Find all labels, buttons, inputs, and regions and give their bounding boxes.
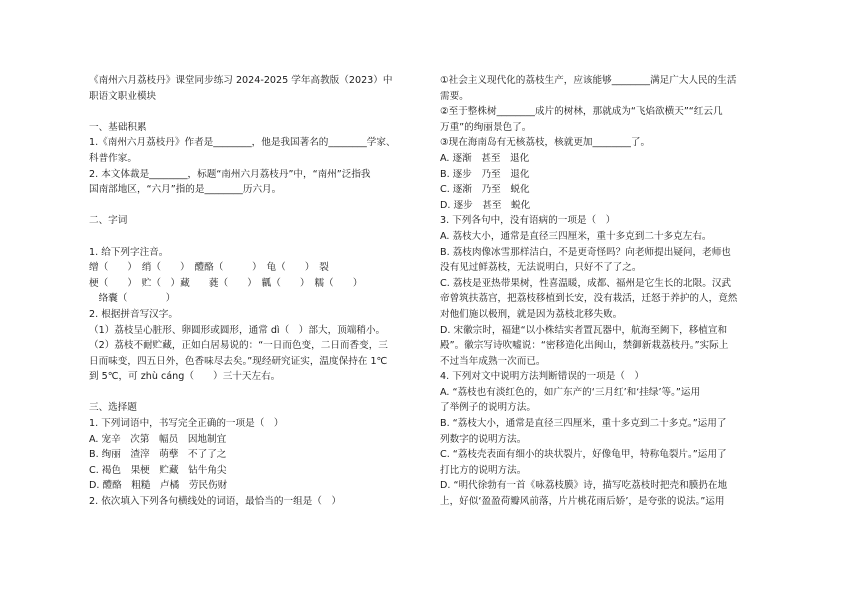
right-line: D. 逐步 甚至 蜕化 bbox=[440, 199, 531, 211]
right-line: 了举例子的说明方法。 bbox=[440, 402, 536, 414]
left-line: 《南州六月荔枝丹》课堂同步练习 2024-2025 学年高教版（2023）中 bbox=[89, 75, 393, 86]
right-line: A. 荔枝大小，通常是直径三四厘米，重十多克到二十多克左右。 bbox=[440, 230, 712, 242]
left-line: 1.《南州六月荔枝丹》作者是________，他是我国著名的________学家、 bbox=[89, 137, 396, 149]
left-line: A. 宠辛 次第 幅员 因地制宜 bbox=[89, 433, 227, 445]
right-line: 不过当年成熟一次而已。 bbox=[440, 355, 546, 367]
right-line: 3. 下列各句中，没有语病的一项是（ ） bbox=[440, 215, 616, 227]
right-line: ③现在海南岛有无核荔枝，核就更加________了。 bbox=[440, 137, 651, 149]
left-line: 一、基础积累 bbox=[89, 121, 147, 133]
left-line: C. 褐色 果梗 贮藏 钻牛角尖 bbox=[89, 464, 227, 476]
left-line: 2. 根据拼音写汉字。 bbox=[89, 308, 178, 320]
left-line: 日而味变，四五日外，色香味尽去矣。”现经研究证实，温度保持在 1℃ bbox=[89, 355, 388, 367]
right-line: D. “明代徐勃有一首《咏荔枝膜》诗，描写吃荔枝时把壳和膜扔在地 bbox=[440, 480, 728, 492]
left-line: B. 绚丽 渣滓 萌孽 不了了之 bbox=[89, 449, 227, 461]
right-line: 上，好似‘盈盈荷瓣风前落，片片桃花雨后娇’，是夸张的说法。”运用 bbox=[440, 496, 725, 508]
right-line: 帝曾筑扶荔宫，把荔枝移植到长安，没有栽活，迁怒于养护的人，竟然 bbox=[440, 293, 738, 305]
left-line: 络囊（ ） bbox=[89, 293, 176, 305]
right-line: 4. 下列对文中说明方法判断错误的一项是（ ） bbox=[440, 371, 645, 383]
right-line: B. “荔枝大小，通常是直径三四厘米，重十多克到二十多克。”运用了 bbox=[440, 418, 727, 430]
left-line: （1）荔枝呈心脏形、卵圆形或圆形，通常 dì（ ）部大，顶端稍小。 bbox=[89, 324, 386, 336]
right-line: 列数字的说明方法。 bbox=[440, 433, 527, 445]
right-line: 殿”。徽宗写诗吹嘘说：“密移造化出闽山，禁御新栽荔枝丹。”实际上 bbox=[440, 340, 729, 352]
left-line: 二、字词 bbox=[89, 215, 128, 227]
right-line: ①社会主义现代化的荔枝生产，应该能够________满足广大人民的生活 bbox=[440, 75, 737, 86]
right-line: C. 逐渐 乃至 蜕化 bbox=[440, 184, 530, 196]
left-line bbox=[89, 385, 424, 401]
right-line: A. 逐渐 甚至 退化 bbox=[440, 152, 530, 164]
left-line: 科普作家。 bbox=[89, 152, 137, 164]
left-column bbox=[89, 73, 424, 510]
right-column bbox=[440, 73, 772, 510]
left-line: 2. 本文体裁是________，标题“南州六月荔枝丹”中，“南州”泛指我 bbox=[89, 168, 371, 180]
right-line: 需要。 bbox=[440, 90, 469, 102]
left-line: 职语文职业模块 bbox=[89, 90, 157, 102]
left-line: 梗（ ） 贮（ ）藏 蕤（ ） 瓤（ ） 糯（ ） bbox=[89, 277, 363, 289]
right-line: 万重”的绚丽景色了。 bbox=[440, 121, 532, 133]
left-line: 1. 给下列字注音。 bbox=[89, 246, 169, 258]
left-line: （2）荔枝不耐贮藏，正如白居易说的：“一日而色变，二日而香变，三 bbox=[89, 340, 388, 352]
right-line: A. “荔枝也有淡红色的，如广东产的‘三月红’和‘挂绿’等。”运用 bbox=[440, 386, 701, 398]
left-line: 国南部地区，“六月”指的是________历六月。 bbox=[89, 184, 282, 196]
right-line: 没有见过鲜荔枝，无法说明白，只好不了了之。 bbox=[440, 262, 642, 274]
right-line: 对他们施以极刑，就是因为荔枝北移失败。 bbox=[440, 308, 623, 320]
left-line: D. 醴酪 粗糙 卢橘 劳民伤财 bbox=[89, 480, 228, 492]
left-line: 到 5℃，可 zhù cáng（ ）三十天左右。 bbox=[89, 371, 281, 383]
right-line: C. “荔枝壳表面有细小的块状裂片，好像龟甲，特称龟裂片。”运用了 bbox=[440, 449, 727, 461]
left-line: 三、选择题 bbox=[89, 402, 137, 414]
left-line: 缯（ ） 绡（ ） 醴酪（ ） 龟（ ） 裂 bbox=[89, 262, 329, 274]
right-line: C. 荔枝是亚热带果树，性喜温暖，成都、福州是它生长的北限。汉武 bbox=[440, 277, 732, 289]
left-line bbox=[89, 229, 424, 245]
left-line: 2. 依次填入下列各句横线处的词语，最恰当的一组是（ ） bbox=[89, 496, 342, 508]
left-line: 1. 下列词语中，书写完全正确的一项是（ ） bbox=[89, 418, 284, 430]
left-line bbox=[89, 104, 424, 120]
right-line: D. 宋徽宗时，福建“以小株结实者置瓦器中，航海至阙下，移植宣和 bbox=[440, 324, 728, 336]
right-line: B. 荔枝肉像冰雪那样洁白，不是更奇怪吗？向老师提出疑问，老师也 bbox=[440, 246, 731, 258]
right-line: 打比方的说明方法。 bbox=[440, 464, 527, 476]
left-line bbox=[89, 198, 424, 214]
right-line: B. 逐步 乃至 退化 bbox=[440, 168, 530, 180]
right-line: ②至于整株树________成片的树林，那就成为“飞焰欲横天”“红云几 bbox=[440, 106, 723, 118]
